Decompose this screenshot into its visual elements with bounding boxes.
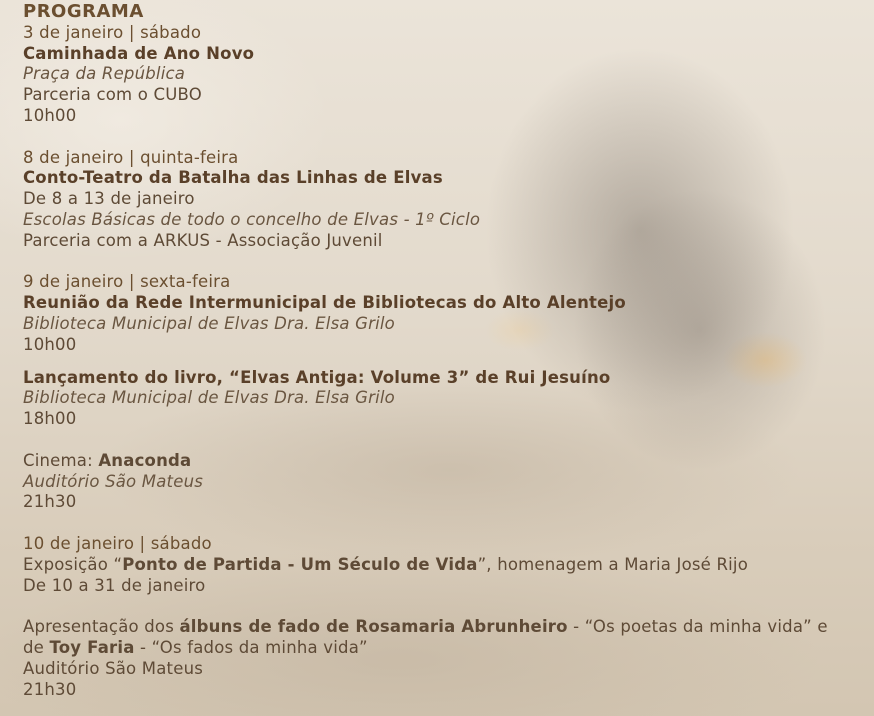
day1-place: Praça da República [23,64,186,84]
day4-event2-bold1: álbuns de fado de Rosamaria Abrunheiro [179,617,568,637]
day4-date: 10 de janeiro | sábado [23,533,212,553]
spacer [23,356,868,368]
day4-event1-line [23,555,868,576]
day3-event1-title: Reunião da Rede Intermunicipal de Bibliotecas do Alto Alentejo [23,293,626,313]
day4-event2-text4: - “Os fados da minha vida” [134,637,368,657]
day4-event2-time: 21h30 [23,679,77,699]
day3-event1-time: 10h00 [23,334,77,354]
program-listing [23,2,868,700]
day3-event3-line [23,451,868,472]
day1-title: Caminhada de Ano Novo [23,43,255,63]
day4-event2-line1 [23,617,868,638]
day2-period: De 8 a 13 de janeiro [23,189,195,209]
day4-event2-text2: - “Os poetas da minha vida” e [567,617,828,637]
day3-event3-prefix: Cinema: [23,450,99,470]
day3-event3-place: Auditório São Mateus [23,471,204,491]
day4-event2-text1: Apresentação dos [23,617,180,637]
spacer [23,127,868,148]
day4-event1-period: De 10 a 31 de janeiro [23,575,206,595]
day3-event2-place: Biblioteca Municipal de Elvas Dra. Elsa Grilo [23,388,395,408]
day4-event1-prefix: Exposição “ [23,554,123,574]
day4-event1-suffix: ”, homenagem a Maria José Rijo [477,554,748,574]
day2-place: Escolas Básicas de todo o concelho de Elvas - 1º Ciclo [23,209,481,229]
day1-time: 10h00 [23,105,77,125]
day2-title: Conto-Teatro da Batalha das Linhas de Elvas [23,168,443,188]
day4-event2-text3: de [23,637,50,657]
day3-event2-time: 18h00 [23,409,77,429]
day3-event1-place: Biblioteca Municipal de Elvas Dra. Elsa Grilo [23,313,395,333]
spacer [23,513,868,534]
day3-event3-time: 21h30 [23,492,77,512]
day2-date: 8 de janeiro | quinta-feira [23,147,239,167]
day4-event1-title: Ponto de Partida - Um Século de Vida [122,554,478,574]
day3-event3-title: Anaconda [98,450,192,470]
day3-event2-title: Lançamento do livro, “Elvas Antiga: Volume 3” de Rui Jesuíno [23,367,611,387]
spacer [23,430,868,451]
day4-event2-bold2: Toy Faria [49,637,135,657]
spacer [23,252,868,273]
day4-event2-line2 [23,638,868,659]
day4-event2-place: Auditório São Mateus [23,658,204,678]
day3-date: 9 de janeiro | sexta-feira [23,272,231,292]
spacer [23,596,868,617]
program-heading: PROGRAMA [23,1,144,22]
day1-partner: Parceria com o CUBO [23,85,202,105]
day2-partner: Parceria com a ARKUS - Associação Juvenil [23,230,383,250]
day1-date: 3 de janeiro | sábado [23,22,202,42]
